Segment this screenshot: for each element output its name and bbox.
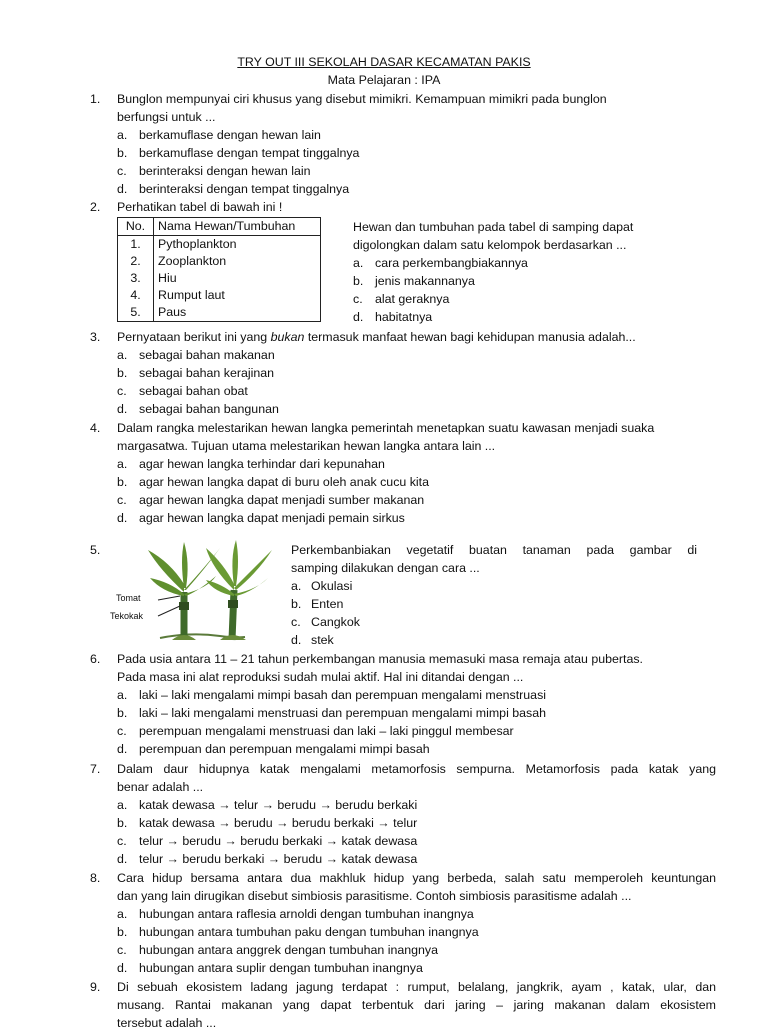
question-text: tersebut adalah ... bbox=[117, 1016, 217, 1030]
option-text: agar hewan langka dapat menjadi sumber makanan bbox=[139, 493, 425, 507]
option-letter: c. bbox=[117, 724, 127, 738]
option-text: hubungan antara raflesia arnoldi dengan tumbuhan inangnya bbox=[139, 907, 474, 921]
foliage-right bbox=[206, 540, 272, 596]
option-letter: a. bbox=[291, 579, 302, 593]
option-letter: c. bbox=[117, 943, 127, 957]
question-text: Pada usia antara 11 – 21 tahun perkembangan manusia memasuki masa remaja atau pubertas. bbox=[117, 652, 644, 666]
option-letter: c. bbox=[117, 164, 127, 178]
table-header-no: No. bbox=[118, 218, 154, 236]
question-text: Pada masa ini alat reproduksi sudah mulai aktif. Hal ini ditandai dengan ... bbox=[117, 670, 524, 684]
option-text: berinteraksi dengan tempat tinggalnya bbox=[139, 182, 350, 196]
option-letter: a. bbox=[117, 348, 128, 362]
option-letter: a. bbox=[117, 688, 128, 702]
question-text: berfungsi untuk ... bbox=[117, 110, 216, 124]
option-text: sebagai bahan bangunan bbox=[139, 402, 279, 416]
table-row bbox=[118, 270, 321, 287]
question-number: 7. bbox=[90, 762, 101, 776]
option-text: perempuan mengalami menstruasi dan laki – laki pinggul membesar bbox=[139, 724, 514, 738]
table-cell-name: Rumput laut bbox=[154, 287, 321, 304]
option-letter: a. bbox=[117, 128, 128, 142]
question-text: Perkembanbiakan vegetatif buatan tanaman pada gambar di bbox=[291, 543, 697, 557]
question-text: margasatwa. Tujuan utama melestarikan hewan langka antara lain ... bbox=[117, 439, 496, 453]
option-text: agar hewan langka dapat di buru oleh anak cucu kita bbox=[139, 475, 430, 489]
table-cell-no: 1. bbox=[118, 236, 154, 254]
option-text: agar hewan langka terhindar dari kepunahan bbox=[139, 457, 385, 471]
foliage-left bbox=[148, 542, 220, 596]
option-text: alat geraknya bbox=[375, 292, 450, 306]
question-text-pre: Pernyataan berikut ini yang bbox=[117, 330, 271, 344]
option-letter: a. bbox=[117, 798, 128, 812]
question-text-post: termasuk manfaat hewan bagi kehidupan manusia adalah... bbox=[304, 330, 636, 344]
option-letter: b. bbox=[353, 274, 364, 288]
question-number: 9. bbox=[90, 980, 101, 994]
option-letter: a. bbox=[117, 457, 128, 471]
option-text: sebagai bahan kerajinan bbox=[139, 366, 275, 380]
option-letter: c. bbox=[353, 292, 363, 306]
question-number: 2. bbox=[90, 200, 101, 214]
question-text: samping dilakukan dengan cara ... bbox=[291, 561, 480, 575]
question-text: benar adalah ... bbox=[117, 780, 204, 794]
stem-right bbox=[232, 590, 234, 640]
page-subtitle: Mata Pelajaran : IPA bbox=[327, 73, 441, 87]
option-text: Enten bbox=[311, 597, 344, 611]
question-text: digolongkan dalam satu kelompok berdasarkan ... bbox=[353, 238, 627, 252]
question-text: Bunglon mempunyai ciri khusus yang disebut mimikri. Kemampuan mimikri pada bunglon bbox=[117, 92, 607, 106]
table-cell-name: Pythoplankton bbox=[154, 236, 321, 254]
option-letter: a. bbox=[353, 256, 364, 270]
option-text: Cangkok bbox=[311, 615, 360, 629]
table-cell-name: Paus bbox=[154, 304, 321, 322]
table-cell-no: 4. bbox=[118, 287, 154, 304]
option-text: hubungan antara tumbuhan paku dengan tumbuhan inangnya bbox=[139, 925, 479, 939]
question-text: Dalam rangka melestarikan hewan langka pemerintah menetapkan suatu kawasan menjadi suaka bbox=[117, 421, 655, 435]
option-text: habitatnya bbox=[375, 310, 433, 324]
table-row bbox=[118, 304, 321, 322]
option-letter: d. bbox=[117, 402, 128, 416]
grafting-illustration bbox=[110, 540, 280, 644]
option-text: sebagai bahan obat bbox=[139, 384, 248, 398]
option-letter: c. bbox=[117, 384, 127, 398]
option-letter: d. bbox=[117, 852, 128, 866]
option-text: jenis makannanya bbox=[375, 274, 475, 288]
question-text: Hewan dan tumbuhan pada tabel di samping dapat bbox=[353, 220, 634, 234]
image-label-bottom: Tekokak bbox=[110, 611, 144, 621]
option-text: laki – laki mengalami menstruasi dan perempuan mengalami mimpi basah bbox=[139, 706, 547, 720]
option-text: perempuan dan perempuan mengalami mimpi basah bbox=[139, 742, 430, 756]
option-text: laki – laki mengalami mimpi basah dan perempuan mengalami menstruasi bbox=[139, 688, 547, 702]
option-letter: b. bbox=[117, 366, 128, 380]
question-text: dan yang lain dirugikan disebut simbiosis parasitisme. Contoh simbiosis parasitisme adalah ... bbox=[117, 889, 632, 903]
option-letter: b. bbox=[117, 816, 128, 830]
question-text: Perhatikan tabel di bawah ini ! bbox=[117, 200, 283, 214]
species-table bbox=[117, 217, 321, 322]
option-letter: d. bbox=[117, 182, 128, 196]
question-number: 1. bbox=[90, 92, 101, 106]
option-letter: d. bbox=[117, 742, 128, 756]
option-letter: b. bbox=[117, 706, 128, 720]
table-row bbox=[118, 236, 321, 254]
question-text: Di sebuah ekosistem ladang jagung terdapat : rumput, belalang, jangkrik, ayam , katak, ular, dan bbox=[117, 980, 716, 994]
table-header-row bbox=[118, 218, 321, 236]
graft-joint-left bbox=[179, 602, 189, 610]
question-number: 4. bbox=[90, 421, 101, 435]
option-letter: c. bbox=[291, 615, 301, 629]
table-cell-no: 5. bbox=[118, 304, 154, 322]
option-text: katak dewasa → berudu → berudu berkaki → telur bbox=[139, 816, 418, 830]
option-letter: c. bbox=[117, 834, 127, 848]
option-text: sebagai bahan makanan bbox=[139, 348, 275, 362]
question-text: musang. Rantai makanan yang dapat terbentuk dari jaring – jaring makanan dalam ekosistem bbox=[117, 998, 716, 1012]
question-number: 6. bbox=[90, 652, 101, 666]
option-text: berinteraksi dengan hewan lain bbox=[139, 164, 311, 178]
graft-joint-right bbox=[228, 600, 238, 608]
option-letter: b. bbox=[117, 925, 128, 939]
option-text: agar hewan langka dapat menjadi pemain sirkus bbox=[139, 511, 405, 525]
question-number: 3. bbox=[90, 330, 101, 344]
table-header-name: Nama Hewan/Tumbuhan bbox=[154, 218, 321, 236]
option-text: stek bbox=[311, 633, 334, 647]
option-text: hubungan antara suplir dengan tumbuhan inangnya bbox=[139, 961, 423, 975]
question-number: 5. bbox=[90, 543, 101, 557]
page-title: TRY OUT III SEKOLAH DASAR KECAMATAN PAKIS bbox=[237, 55, 531, 69]
option-letter: c. bbox=[117, 493, 127, 507]
table-cell-name: Zooplankton bbox=[154, 253, 321, 270]
option-letter: d. bbox=[291, 633, 302, 647]
option-text: cara perkembangbiakannya bbox=[375, 256, 528, 270]
question-text: Cara hidup bersama antara dua makhluk hidup yang berbeda, salah satu memperoleh keuntungan bbox=[117, 871, 716, 885]
option-text: Okulasi bbox=[311, 579, 353, 593]
option-letter: b. bbox=[291, 597, 302, 611]
option-text: hubungan antara anggrek dengan tumbuhan inangnya bbox=[139, 943, 439, 957]
option-text: katak dewasa → telur → berudu → berudu berkaki bbox=[139, 798, 418, 812]
option-letter: b. bbox=[117, 475, 128, 489]
option-text: telur → berudu berkaki → berudu → katak dewasa bbox=[139, 852, 418, 866]
option-text: berkamuflase dengan tempat tinggalnya bbox=[139, 146, 360, 160]
table-cell-name: Hiu bbox=[154, 270, 321, 287]
option-text: berkamuflase dengan hewan lain bbox=[139, 128, 321, 142]
table-cell-no: 2. bbox=[118, 253, 154, 270]
option-text: telur → berudu → berudu berkaki → katak dewasa bbox=[139, 834, 418, 848]
table-row bbox=[118, 287, 321, 304]
table-row bbox=[118, 253, 321, 270]
option-letter: a. bbox=[117, 907, 128, 921]
question-number: 8. bbox=[90, 871, 101, 885]
option-letter: d. bbox=[117, 961, 128, 975]
table-cell-no: 3. bbox=[118, 270, 154, 287]
question-text: Dalam daur hidupnya katak mengalami metamorfosis sempurna. Metamorfosis pada katak yang bbox=[117, 762, 716, 776]
image-label-top: Tomat bbox=[116, 593, 141, 603]
option-letter: d. bbox=[117, 511, 128, 525]
question-text bbox=[117, 328, 636, 346]
option-letter: d. bbox=[353, 310, 364, 324]
question-text-emphasis: bukan bbox=[270, 330, 305, 344]
option-letter: b. bbox=[117, 146, 128, 160]
